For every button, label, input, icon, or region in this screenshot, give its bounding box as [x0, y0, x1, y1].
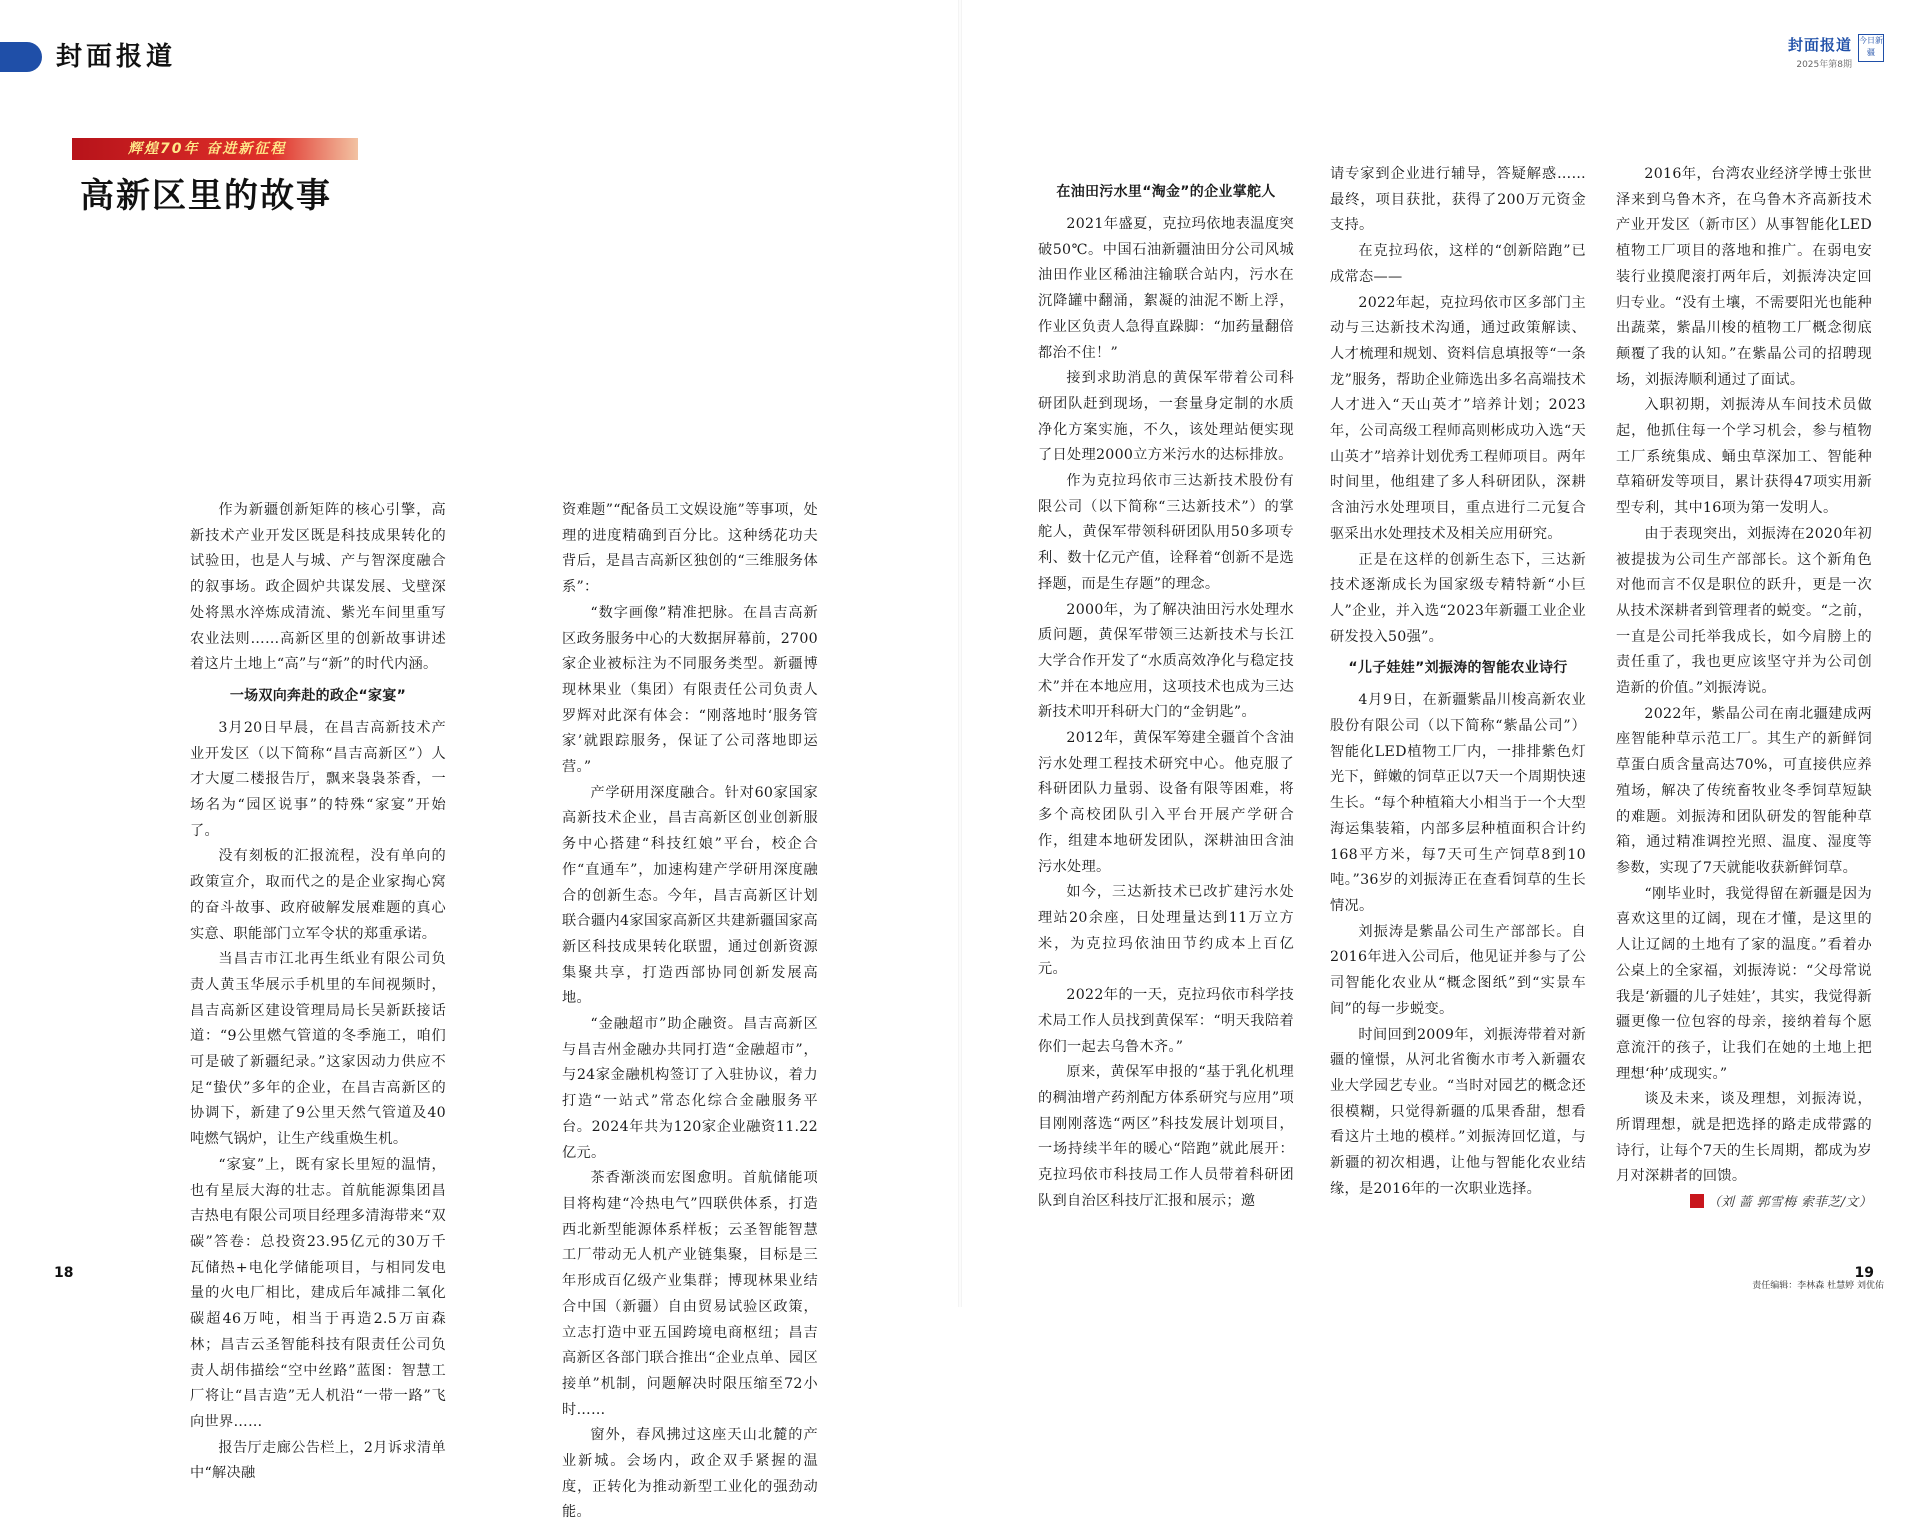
paragraph: 2000年，为了解决油田污水处理水质问题，黄保军带领三达新技术与长江大学合作开发了“水质高效净化与稳定技术”并在本地应用，这项技术也成为三达新技术叩开科研大门的“金钥匙”。 — [1038, 601, 1294, 721]
article-column-4 — [1330, 162, 1586, 1202]
paragraph: “刚毕业时，我觉得留在新疆是因为喜欢这里的辽阔，现在才懂，是这里的人让辽阔的土地有了家的温度。”看着办公桌上的全家福，刘振涛说：“父母常说我是‘新疆的儿子娃娃’，其实，我觉得新疆更像一位包容的母亲，接纳着每个愿意流汗的孩子，让我们在她的土地上把理想‘种’成现实。” — [1616, 885, 1872, 1082]
author-byline: （刘 蔷 郭雪梅 索菲芝/文） — [1707, 1195, 1872, 1211]
paragraph: “金融超市”助企融资。昌吉高新区与昌吉州金融办共同打造“金融超市”，与24家金融机构签订了入驻协议，着力打造“一站式”常态化综合金融服务平台。2024年共为120家企业融资11.22亿元。 — [562, 1016, 818, 1161]
paragraph: 原来，黄保军申报的“基于乳化机理的稠油增产药剂配方体系研究与应用”项目刚刚落选“两区”科技发展计划项目，一场持续半年的暖心“陪跑”就此展开：克拉玛依市科技局工作人员带着科研团队到自治区科技厅汇报和展示；邀 — [1038, 1064, 1294, 1209]
paragraph: 请专家到企业进行辅导，答疑解惑……最终，项目获批，获得了200万元资金支持。 — [1330, 166, 1586, 234]
magazine-brand — [1788, 34, 1884, 70]
brand-badge: 今日新疆 — [1858, 34, 1884, 62]
byline-line — [1616, 1190, 1872, 1216]
subheading: “儿子娃娃”刘振涛的智能农业诗行 — [1348, 660, 1568, 677]
article-column-2 — [562, 498, 818, 1526]
paragraph: 报告厅走廊公告栏上，2月诉求清单中“解决融 — [190, 1439, 446, 1482]
paragraph: 2022年的一天，克拉玛依市科学技术局工作人员找到黄保军：“明天我陪着你们一起去乌鲁木齐。” — [1038, 987, 1294, 1055]
paragraph: 正是在这样的创新生态下，三达新技术逐渐成长为国家级专精特新“小巨人”企业，并入选“2023年新疆工业企业研发投入50强”。 — [1330, 551, 1586, 645]
paragraph: 2022年，紫晶公司在南北疆建成两座智能种草示范工厂。其生产的新鲜饲草蛋白质含量高达70%，可直接供应养殖场，解决了传统畜牧业冬季饲草短缺的难题。刘振涛和团队研发的智能种草箱，通过精准调控光照、温度、湿度等参数，实现了7天就能收获新鲜饲草。 — [1616, 705, 1872, 876]
paragraph: 当昌吉市江北再生纸业有限公司负责人黄玉华展示手机里的车间视频时，昌吉高新区建设管理局局长吴新跃接话道：“9公里燃气管道的冬季施工，咱们可是破了新疆纪录。”这家因动力供应不足“蛰伏”多年的企业，在昌吉高新区的协调下，新建了9公里天然气管道及40吨燃气锅炉，让生产线重焕生机。 — [190, 951, 446, 1148]
paragraph: 2021年盛夏，克拉玛依地表温度突破50℃。中国石油新疆油田分公司风城油田作业区稀油注输联合站内，污水在沉降罐中翻涌，絮凝的油泥不断上浮，作业区负责人急得直跺脚：“加药量翻倍都治不住！” — [1038, 216, 1294, 361]
article-column-5 — [1616, 162, 1872, 1216]
paragraph: 由于表现突出，刘振涛在2020年初被提拔为公司生产部部长。这个新角色对他而言不仅是职位的跃升，更是一次从技术深耕者到管理者的蜕变。“之前，一直是公司托举我成长，如今肩膀上的责任重了，我也更应该坚守并为公司创造新的价值。”刘振涛说。 — [1616, 525, 1872, 697]
paragraph: 谈及未来，谈及理想，刘振涛说，所谓理想，就是把选择的路走成带露的诗行，让每个7天的生长周期，都成为岁月对深耕者的回馈。 — [1616, 1091, 1872, 1185]
paragraph: “数字画像”精准把脉。在昌吉高新区政务服务中心的大数据屏幕前，2700家企业被标注为不同服务类型。新疆博现林果业（集团）有限责任公司负责人罗辉对此深有体会：“刚落地时‘服务管家’就跟踪服务，保证了公司落地即运营。” — [562, 604, 818, 776]
page-gutter — [958, 0, 962, 1307]
article-column-1 — [190, 498, 446, 1487]
subheading: 在油田污水里“淘金”的企业掌舵人 — [1056, 184, 1276, 200]
paragraph: 2012年，黄保军筹建全疆首个含油污水处理工程技术研究中心。他克服了科研团队力量弱、设备有限等困难，将多个高校团队引入平台开展产学研合作，组建本地研发团队，深耕油田含油污水处理。 — [1038, 730, 1294, 875]
issue-number: 2025年第8期 — [1796, 60, 1852, 70]
paragraph: 2022年起，克拉玛依市区多部门主动与三达新技术沟通，通过政策解读、人才梳理和规划、资料信息填报等“一条龙”服务，帮助企业筛选出多名高端技术人才进入“天山英才”培养计划；2023年，公司高级工程师高则彬成功入选“天山英才”培养计划优秀工程师项目。两年时间里，他组建了多人科研团队，深耕含油污水处理项目，重点进行二元复合驱采出水处理技术及相关应用研究。 — [1330, 294, 1586, 542]
paragraph: 作为克拉玛依市三达新技术股份有限公司（以下简称“三达新技术”）的掌舵人，黄保军带领科研团队用50多项专利、数十亿元产值，诠释着“创新不是选择题，而是生存题”的理念。 — [1038, 473, 1294, 592]
paragraph: 接到求助消息的黄保军带着公司科研团队赶到现场，一套量身定制的水质净化方案实施，不久，该处理站便实现了日处理2000立方米污水的达标排放。 — [1038, 370, 1294, 464]
paragraph: 如今，三达新技术已改扩建污水处理站20余座，日处理量达到11万立方米，为克拉玛依油田节约成本上百亿元。 — [1038, 884, 1294, 978]
article-title: 高新区里的故事 — [80, 176, 332, 216]
paragraph: 入职初期，刘振涛从车间技术员做起，他抓住每一个学习机会，参与植物工厂系统集成、蛹虫草深加工、智能种草箱研发等项目，累计获得47项实用新型专利，其中16项为第一发明人。 — [1616, 397, 1872, 517]
paragraph: 作为新疆创新矩阵的核心引擎，高新技术产业开发区既是科技成果转化的试验田，也是人与城、产与智深度融合的叙事场。政企圆炉共谋发展、戈壁深处将黑水淬炼成清流、紫光车间里重写农业法则……高新区里的创新故事讲述着这片土地上“高”与“新”的时代内涵。 — [190, 502, 446, 673]
paragraph: 在克拉玛依，这样的“创新陪跑”已成常态—— — [1330, 243, 1586, 285]
page-number-left: 18 — [54, 1265, 74, 1281]
paragraph: “家宴”上，既有家长里短的温情，也有星辰大海的壮志。首航能源集团昌吉热电有限公司项目经理多清海带来“双碳”答卷：总投资23.95亿元的30万千瓦储热+电化学储能项目，与相同发电量的火电厂相比，建成后年减排二氧化碳超46万吨，相当于再造2.5万亩森林；昌吉云圣智能科技有限责任公司负责人胡伟描绘“空中丝路”蓝图：智慧工厂将让“昌吉造”无人机沿“一带一路”飞向世界…… — [190, 1156, 446, 1430]
paragraph: 茶香渐淡而宏图愈明。首航储能项目将构建“冷热电气”四联供体系，打造西北新型能源体系样板；云圣智能智慧工厂带动无人机产业链集聚，目标是三年形成百亿级产业集群；博现林果业结合中国（新疆）自由贸易试验区政策，立志打造中亚五国跨境电商枢纽；昌吉高新区各部门联合推出“企业点单、园区接单”机制，问题解决时限压缩至72小时…… — [562, 1170, 818, 1418]
end-mark-icon — [1690, 1194, 1704, 1208]
editor-credit: 责任编辑：李林森 杜慧婷 刘优佑 — [1752, 1281, 1884, 1291]
paragraph: 资难题”“配备员工文娱设施”等事项，处理的进度精确到百分比。这种绣花功夫背后，是昌吉高新区独创的“三维服务体系”： — [562, 502, 818, 596]
subheading: 一场双向奔赴的政企“家宴” — [229, 687, 407, 704]
paragraph: 2016年，台湾农业经济学博士张世泽来到乌鲁木齐，在乌鲁木齐高新技术产业开发区（新市区）从事智能化LED植物工厂项目的落地和推广。在弱电安装行业摸爬滚打两年后，刘振涛决定回归专业。“没有土壤，不需要阳光也能种出蔬菜，紫晶川梭的植物工厂概念彻底颠覆了我的认知。”在紫晶公司的招聘现场，刘振涛顺利通过了面试。 — [1616, 166, 1872, 388]
paragraph: 时间回到2009年，刘振涛带着对新疆的憧憬，从河北省衡水市考入新疆农业大学园艺专业。“当时对园艺的概念还很模糊，只觉得新疆的瓜果香甜，想看看这片土地的模样。”刘振涛回忆道，与新疆的初次相遇，让他与智能化农业结缘，是2016年的一次职业选择。 — [1330, 1026, 1586, 1197]
brand-name: 封面报道 — [1787, 36, 1852, 54]
paragraph: 没有刻板的汇报流程，没有单向的政策宣介，取而代之的是企业家掏心窝的奋斗故事、政府破解发展难题的真心实意、职能部门立军令状的郑重承诺。 — [190, 848, 446, 942]
paragraph: 产学研用深度融合。针对60家国家高新技术企业，昌吉高新区创业创新服务中心搭建“科技红娘”平台，校企合作“直通车”，加速构建产学研用深度融合的创新生态。今年，昌吉高新区计划联合疆内4家国家高新区共建新疆国家高新区科技成果转化联盟，通过创新资源集聚共享，打造西部协同创新发展高地。 — [562, 784, 818, 1007]
paragraph: 窗外，春风拂过这座天山北麓的产业新城。会场内，政企双手紧握的温度，正转化为推动新型工业化的强劲动能。 — [562, 1427, 818, 1521]
page-number-right: 19 — [1854, 1265, 1874, 1281]
paragraph: 刘振涛是紫晶公司生产部部长。自2016年进入公司后，他见证并参与了公司智能化农业从“概念图纸”到“实景车间”的每一步蜕变。 — [1330, 923, 1586, 1017]
article-column-3 — [1038, 174, 1294, 1214]
paragraph: 3月20日早晨，在昌吉高新技术产业开发区（以下简称“昌吉高新区”）人才大厦二楼报告厅，飘来袅袅茶香，一场名为“园区说事”的特殊“家宴”开始了。 — [190, 719, 446, 839]
section-tab-marker — [0, 42, 42, 72]
section-label: 封面报道 — [56, 42, 177, 72]
paragraph: 4月9日，在新疆紫晶川梭高新农业股份有限公司（以下简称“紫晶公司”）智能化LED植物工厂内，一排排紫色灯光下，鲜嫩的饲草正以7天一个周期快速生长。“每个种植箱大小相当于一个大型海运集装箱，内部多层种植面积合计约168平方米，每7天可生产饲草8到10吨。”36岁的刘振涛正在查看饲草的生长情况。 — [1330, 692, 1586, 914]
series-banner: 辉煌70年 奋进新征程 — [72, 138, 358, 160]
